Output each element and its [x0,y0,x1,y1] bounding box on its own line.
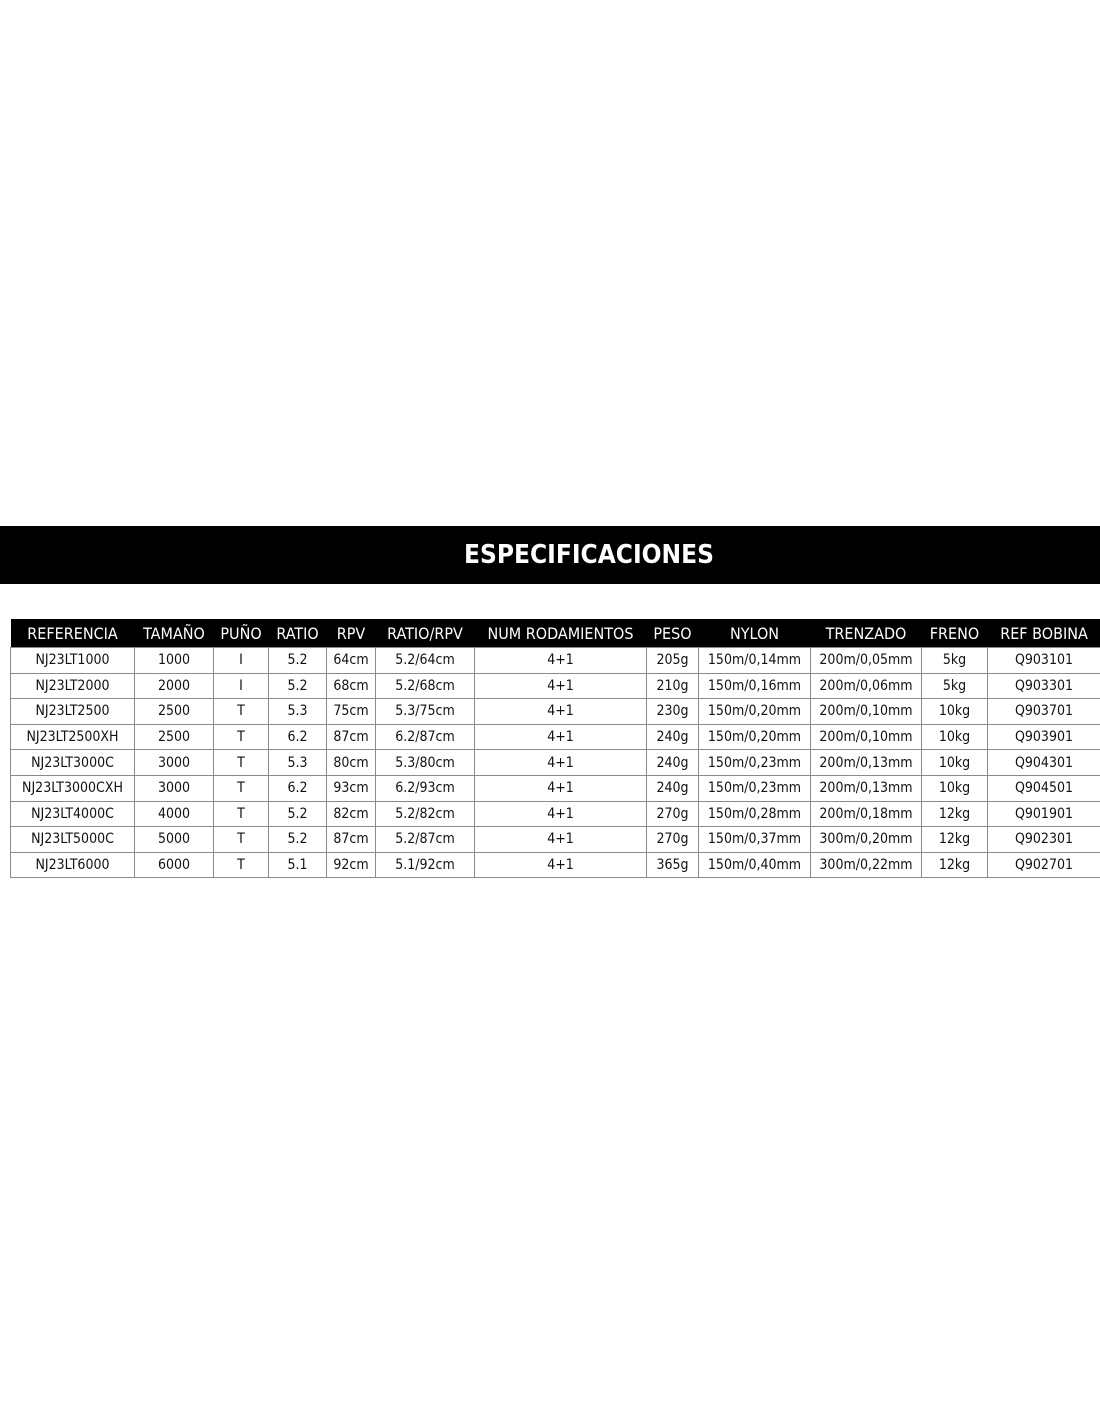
ref-bobina-cell: Q901901 [988,801,1100,827]
puno-cell: T [214,724,269,750]
freno-cell: 12kg [922,827,988,853]
rpv-cell: 75cm [327,699,376,725]
referencia-cell: NJ23LT5000C [11,827,135,853]
num-rodamientos-cell: 4+1 [475,852,647,878]
rpv-cell: 93cm [327,775,376,801]
column-header-ratio-rpv: RATIO/RPV [376,619,475,648]
freno-cell: 12kg [922,801,988,827]
ratio-rpv-cell: 5.2/64cm [376,648,475,674]
ratio-cell: 5.2 [269,801,327,827]
table-row [11,699,1100,725]
trenzado-cell: 200m/0,10mm [811,724,922,750]
nylon-cell: 150m/0,23mm [699,750,811,776]
nylon-cell: 150m/0,20mm [699,724,811,750]
num-rodamientos-cell: 4+1 [475,750,647,776]
peso-cell: 240g [647,775,699,801]
ratio-cell: 6.2 [269,724,327,750]
peso-cell: 210g [647,673,699,699]
column-header-freno: FRENO [922,619,988,648]
table-header-row [11,619,1100,648]
ratio-cell: 5.3 [269,750,327,776]
freno-cell: 10kg [922,750,988,776]
ref-bobina-cell: Q903301 [988,673,1100,699]
rpv-cell: 80cm [327,750,376,776]
table-row [11,775,1100,801]
peso-cell: 230g [647,699,699,725]
nylon-cell: 150m/0,40mm [699,852,811,878]
rpv-cell: 87cm [327,724,376,750]
ref-bobina-cell: Q904301 [988,750,1100,776]
puno-cell: T [214,775,269,801]
num-rodamientos-cell: 4+1 [475,827,647,853]
puno-cell: I [214,673,269,699]
num-rodamientos-cell: 4+1 [475,699,647,725]
column-header-peso: PESO [647,619,699,648]
referencia-cell: NJ23LT2000 [11,673,135,699]
freno-cell: 12kg [922,852,988,878]
trenzado-cell: 200m/0,06mm [811,673,922,699]
nylon-cell: 150m/0,37mm [699,827,811,853]
tamano-cell: 3000 [135,750,214,776]
column-header-tamano: TAMAÑO [135,619,214,648]
freno-cell: 5kg [922,673,988,699]
ratio-rpv-cell: 6.2/93cm [376,775,475,801]
puno-cell: T [214,699,269,725]
rpv-cell: 68cm [327,673,376,699]
ratio-rpv-cell: 5.1/92cm [376,852,475,878]
num-rodamientos-cell: 4+1 [475,673,647,699]
tamano-cell: 3000 [135,775,214,801]
table-row [11,801,1100,827]
freno-cell: 10kg [922,699,988,725]
peso-cell: 365g [647,852,699,878]
peso-cell: 270g [647,801,699,827]
ref-bobina-cell: Q903701 [988,699,1100,725]
num-rodamientos-cell: 4+1 [475,775,647,801]
rpv-cell: 92cm [327,852,376,878]
referencia-cell: NJ23LT4000C [11,801,135,827]
ratio-rpv-cell: 6.2/87cm [376,724,475,750]
ratio-cell: 5.1 [269,852,327,878]
ref-bobina-cell: Q902301 [988,827,1100,853]
nylon-cell: 150m/0,14mm [699,648,811,674]
peso-cell: 270g [647,827,699,853]
rpv-cell: 87cm [327,827,376,853]
column-header-ref-bobina: REF BOBINA [988,619,1100,648]
ref-bobina-cell: Q903901 [988,724,1100,750]
table-row [11,724,1100,750]
column-header-trenzado: TRENZADO [811,619,922,648]
freno-cell: 10kg [922,775,988,801]
nylon-cell: 150m/0,23mm [699,775,811,801]
puno-cell: T [214,852,269,878]
num-rodamientos-cell: 4+1 [475,724,647,750]
referencia-cell: NJ23LT6000 [11,852,135,878]
ratio-cell: 5.3 [269,699,327,725]
table-body [11,648,1100,878]
puno-cell: T [214,801,269,827]
rpv-cell: 82cm [327,801,376,827]
freno-cell: 5kg [922,648,988,674]
table-row [11,827,1100,853]
table-row [11,852,1100,878]
tamano-cell: 2500 [135,724,214,750]
column-header-ratio: RATIO [269,619,327,648]
ratio-rpv-cell: 5.2/82cm [376,801,475,827]
peso-cell: 240g [647,750,699,776]
nylon-cell: 150m/0,20mm [699,699,811,725]
ratio-cell: 5.2 [269,673,327,699]
ratio-rpv-cell: 5.3/80cm [376,750,475,776]
ratio-rpv-cell: 5.2/68cm [376,673,475,699]
column-header-referencia: REFERENCIA [11,619,135,648]
column-header-puno: PUÑO [214,619,269,648]
column-header-rpv: RPV [327,619,376,648]
trenzado-cell: 200m/0,18mm [811,801,922,827]
referencia-cell: NJ23LT3000C [11,750,135,776]
puno-cell: T [214,750,269,776]
ratio-rpv-cell: 5.2/87cm [376,827,475,853]
trenzado-cell: 300m/0,20mm [811,827,922,853]
freno-cell: 10kg [922,724,988,750]
nylon-cell: 150m/0,28mm [699,801,811,827]
referencia-cell: NJ23LT2500 [11,699,135,725]
tamano-cell: 2000 [135,673,214,699]
tamano-cell: 6000 [135,852,214,878]
specifications-table [10,619,1100,878]
puno-cell: T [214,827,269,853]
page-title: ESPECIFICACIONES [464,540,714,570]
ratio-cell: 5.2 [269,827,327,853]
puno-cell: I [214,648,269,674]
table-row [11,673,1100,699]
trenzado-cell: 300m/0,22mm [811,852,922,878]
rpv-cell: 64cm [327,648,376,674]
tamano-cell: 2500 [135,699,214,725]
trenzado-cell: 200m/0,05mm [811,648,922,674]
tamano-cell: 5000 [135,827,214,853]
nylon-cell: 150m/0,16mm [699,673,811,699]
column-header-nylon: NYLON [699,619,811,648]
ratio-cell: 5.2 [269,648,327,674]
trenzado-cell: 200m/0,13mm [811,775,922,801]
referencia-cell: NJ23LT3000CXH [11,775,135,801]
column-header-num-rodamientos: NUM RODAMIENTOS [475,619,647,648]
num-rodamientos-cell: 4+1 [475,801,647,827]
tamano-cell: 1000 [135,648,214,674]
ratio-rpv-cell: 5.3/75cm [376,699,475,725]
trenzado-cell: 200m/0,10mm [811,699,922,725]
peso-cell: 240g [647,724,699,750]
referencia-cell: NJ23LT1000 [11,648,135,674]
table-row [11,648,1100,674]
table-row [11,750,1100,776]
referencia-cell: NJ23LT2500XH [11,724,135,750]
ref-bobina-cell: Q902701 [988,852,1100,878]
ref-bobina-cell: Q904501 [988,775,1100,801]
title-banner [0,526,1100,584]
ref-bobina-cell: Q903101 [988,648,1100,674]
tamano-cell: 4000 [135,801,214,827]
trenzado-cell: 200m/0,13mm [811,750,922,776]
ratio-cell: 6.2 [269,775,327,801]
num-rodamientos-cell: 4+1 [475,648,647,674]
peso-cell: 205g [647,648,699,674]
